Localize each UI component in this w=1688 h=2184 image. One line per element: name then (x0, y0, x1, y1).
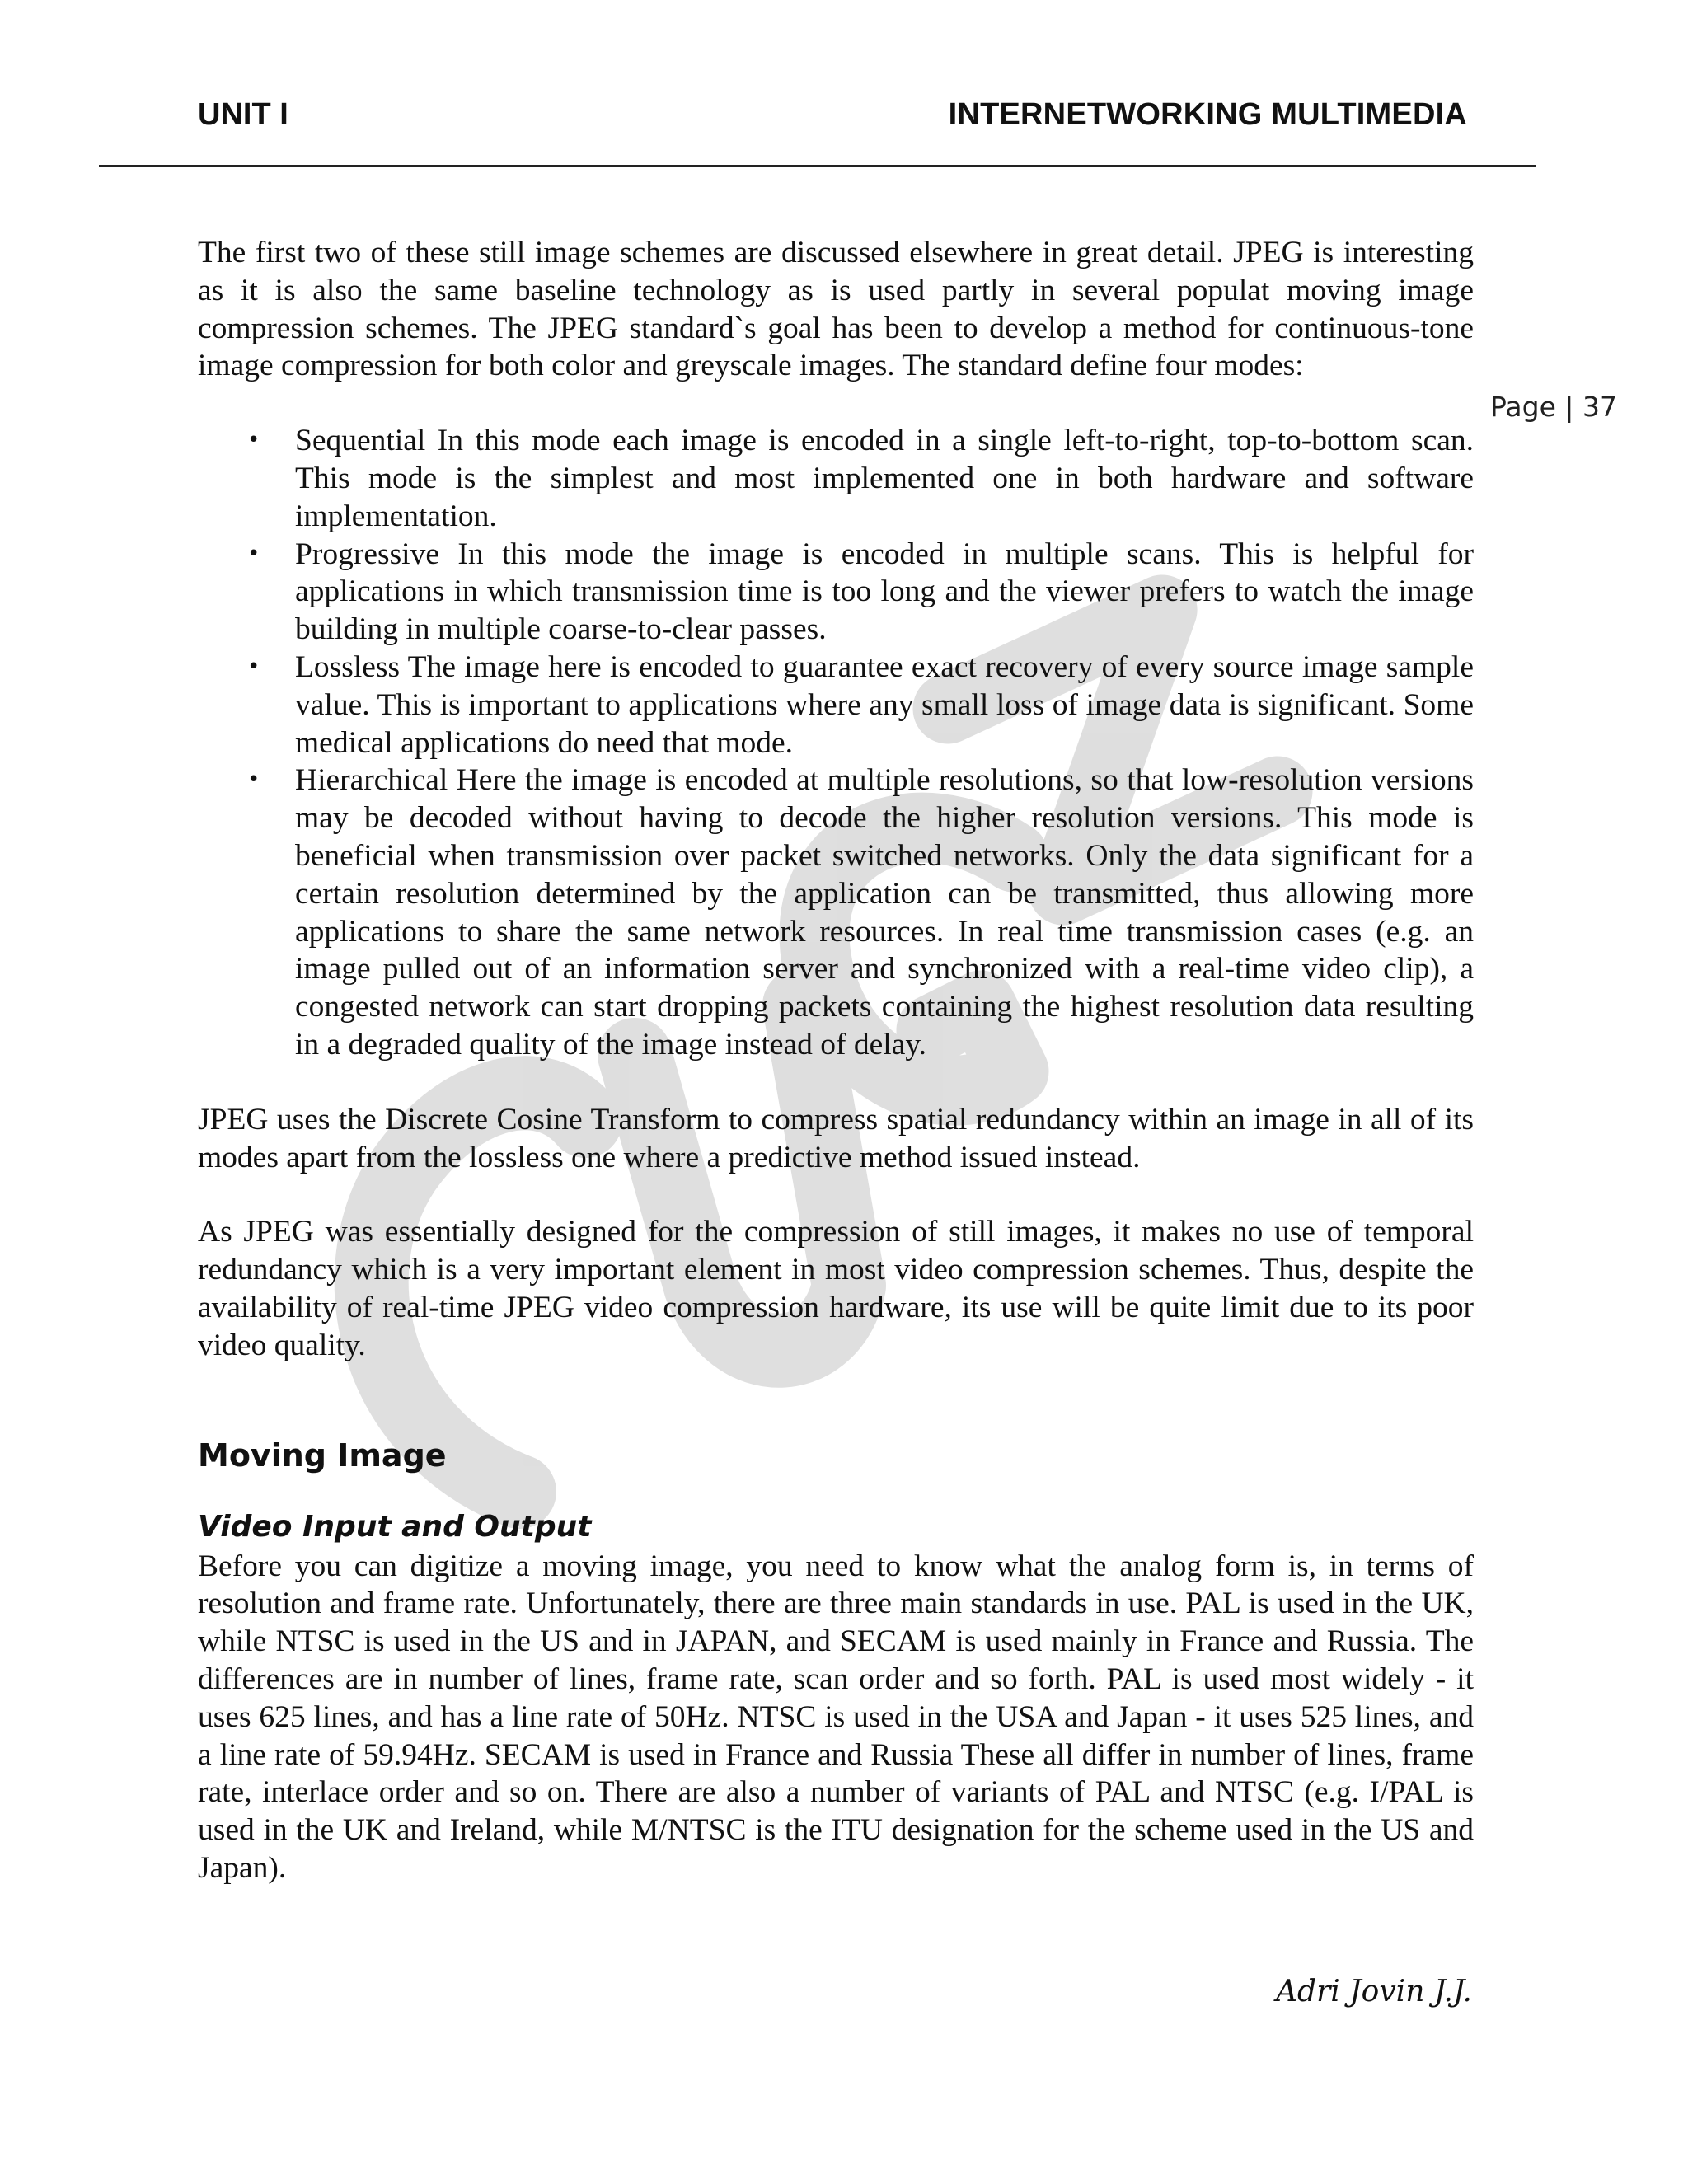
jpeg-modes-list (198, 422, 1474, 1064)
list-item-sequential (198, 422, 1474, 535)
list-item-text: Lossless The image here is encoded to guarantee exact recovery of every source image sample value. This is important to applications where any small loss of image data is significant. Some medical applications do need that mode. (295, 649, 1474, 760)
page-number: Page | 37 (1490, 391, 1617, 423)
subsection-title: Video Input and Output (198, 1509, 592, 1544)
page-body (198, 234, 1474, 1887)
list-item-text: Sequential In this mode each image is encoded in a single left-to-right, top-to-bottom scan. This mode is the simplest and most implemented one in both hardware and software implementation. (295, 424, 1474, 533)
bullet-icon: • (247, 541, 260, 566)
section-title: Moving Image (198, 1436, 447, 1474)
header-subject: INTERNETWORKING MULTIMEDIA (948, 97, 1467, 132)
header-unit: UNIT I (198, 97, 288, 132)
list-item-text: Progressive In this mode the image is encoded in multiple scans. This is helpful for applications in which transmission time is too long and the viewer prefers to watch the image building in multiple coarse-to-clear passes. (295, 537, 1474, 647)
temporal-redundancy-paragraph: As JPEG was essentially designed for the compression of still images, it makes no use of temporal redundancy which is a very important element in most video compression schemes. Thus, despite the availability of real-time JPEG video compression hardware, its use will be quite limit due to its poor video quality. (198, 1215, 1474, 1362)
bullet-icon: • (247, 654, 260, 679)
list-item-hierarchical (198, 762, 1474, 1063)
list-item-lossless (198, 649, 1474, 762)
video-standards-paragraph: Before you can digitize a moving image, you need to know what the analog form is, in terms of resolution and frame rate. Unfortunately, there are three main standards in use. PAL is used in the UK, while NTSC is used in the US and in JAPAN, and SECAM is used mainly in France and Russia. The differences are in number of lines, frame rate, scan order and so forth. PAL is used most widely - it uses 625 lines, and has a line rate of 50Hz. NTSC is used in the USA and Japan - it uses 525 lines, and a line rate of 59.94Hz. SECAM is used in France and Russia These all differ in number of lines, frame rate, interlace order and so on. There are also a number of variants of PAL and NTSC (e.g. I/PAL is used in the UK and Ireland, while M/NTSC is the ITU designation for the scheme used in the US and Japan). (198, 1549, 1474, 1885)
dct-paragraph: JPEG uses the Discrete Cosine Transform to compress spatial redundancy within an image in all of its modes apart from the lossless one where a predictive method issued instead. (198, 1102, 1474, 1174)
bullet-icon: • (247, 428, 260, 453)
list-item-progressive (198, 536, 1474, 649)
list-item-text: Hierarchical Here the image is encoded at multiple resolutions, so that low-resolution versions may be decoded without having to decode the higher resolution versions. This mode is beneficial when transmission over packet switched networks. Only the data significant for a certain resolution determined by the application can be transmitted, thus allowing more applications to share the same network resources. In real time transmission cases (e.g. an image pulled out of an information server and synchronized with a real-time video clip), a congested network can start dropping packets containing the highest resolution data resulting in a degraded quality of the image instead of delay. (295, 763, 1474, 1062)
header-divider (99, 165, 1536, 167)
bullet-icon: • (247, 767, 260, 793)
intro-paragraph: The first two of these still image schemes are discussed elsewhere in great detail. JPEG is interesting as it is also the same baseline technology as is used partly in several populat moving image compression schemes. The JPEG standard`s goal has been to develop a method for continuous-tone image compression for both color and greyscale images. The standard define four modes: (198, 236, 1474, 383)
author-signature: Adri Jovin J.J. (1276, 1975, 1472, 2008)
